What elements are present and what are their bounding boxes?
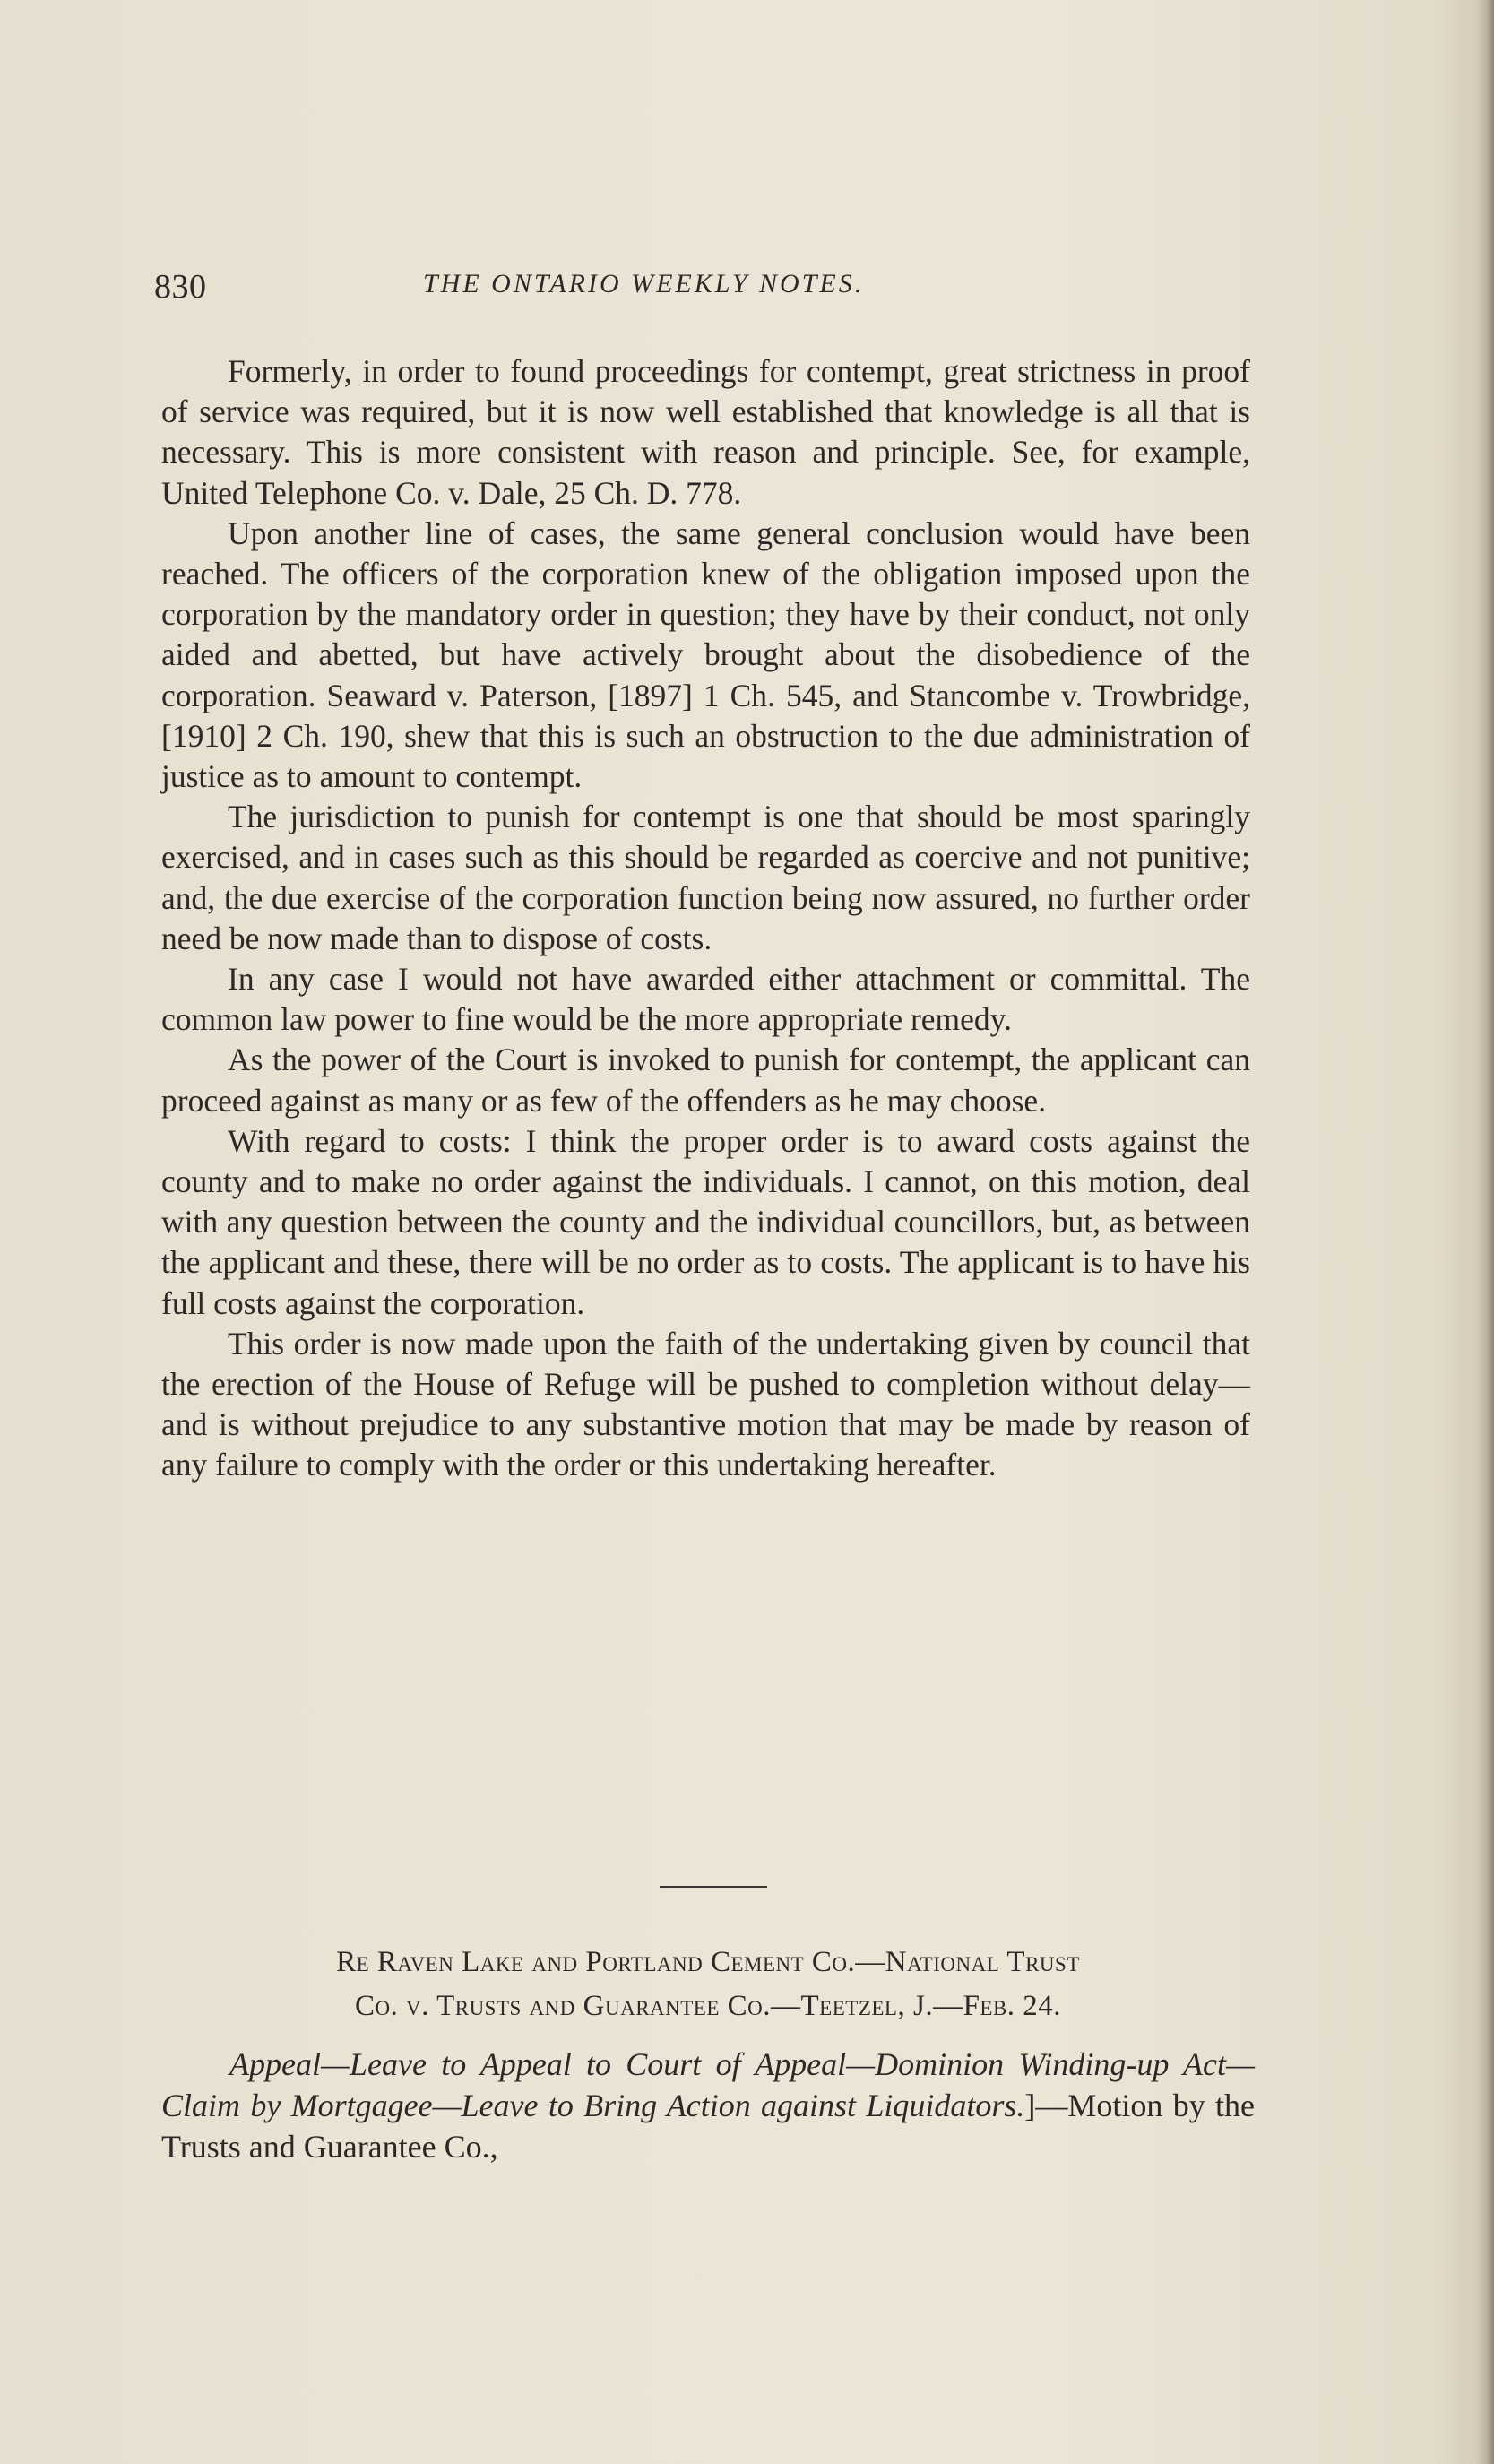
- headnote-paragraph: [161, 2044, 1255, 2167]
- catchwords: Appeal—Leave to Appeal to Court of Appeal—Dominion Winding-up Act—Claim by Mortgagee—Leave to Bring Action against Liquidators.: [161, 2046, 1255, 2123]
- paragraph: Upon another line of cases, the same general conclusion would have been reached. The officers of the corporation knew of the obligation imposed upon the corporation by the mandatory order in question; they have by their conduct, not only aided and abetted, but have actively brought about the disobedience of the corporation. Seaward v. Paterson, [1897] 1 Ch. 545, and Stancombe v. Trowbridge, [1910] 2 Ch. 190, shew that this is such an obstruction to the due administration of justice as to amount to contempt.: [161, 514, 1250, 795]
- paragraph: With regard to costs: I think the proper order is to award costs against the county and to make no order against the individuals. I cannot, on this motion, deal with any question between the county and the individual councillors, but, as between the applicant and these, there will be no order as to costs. The applicant is to have his full costs against the corporation.: [161, 1122, 1250, 1321]
- page-number: 830: [154, 268, 207, 306]
- section-divider: [660, 1886, 767, 1888]
- headnote: [161, 2044, 1255, 2167]
- running-head: THE ONTARIO WEEKLY NOTES.: [423, 269, 865, 298]
- case-title: [161, 1941, 1255, 2028]
- paragraph: As the power of the Court is invoked to punish for contempt, the applicant can proceed against as many or as few of the offenders as he may choose.: [161, 1042, 1250, 1119]
- paragraph: This order is now made upon the faith of the undertaking given by council that the erection of the House of Refuge will be pushed to completion without delay—and is without prejudice to any substantive motion that may be made by reason of any failure to comply with the order or this undertaking hereafter.: [161, 1325, 1250, 1483]
- headnote-text: ]—Motion by the Trusts and Guarantee Co.,: [161, 2088, 1255, 2165]
- paragraph: The jurisdiction to punish for contempt is one that should be most sparingly exercised, and in cases such as this should be regarded as coercive and not punitive; and, the due exercise of the corporation function being now assured, no further order need be now made than to dispose of costs.: [161, 799, 1250, 956]
- page-header: [154, 267, 1248, 312]
- case-title-line: Re Raven Lake and Portland Cement Co.—National Trust: [336, 1946, 1080, 1978]
- case-title-line: Co. v. Trusts and Guarantee Co.—Teetzel, J.—Feb. 24.: [354, 1990, 1062, 2022]
- page-edge: [1474, 0, 1494, 2464]
- paragraph: In any case I would not have awarded either attachment or committal. The common law power to fine would be the more appropriate remedy.: [161, 961, 1250, 1038]
- judgment-text: [161, 351, 1250, 1486]
- paragraph: Formerly, in order to found proceedings for contempt, great strictness in proof of service was required, but it is now well established that knowledge is all that is necessary. This is more consistent with reason and principle. See, for example, United Telephone Co. v. Dale, 25 Ch. D. 778.: [161, 353, 1250, 511]
